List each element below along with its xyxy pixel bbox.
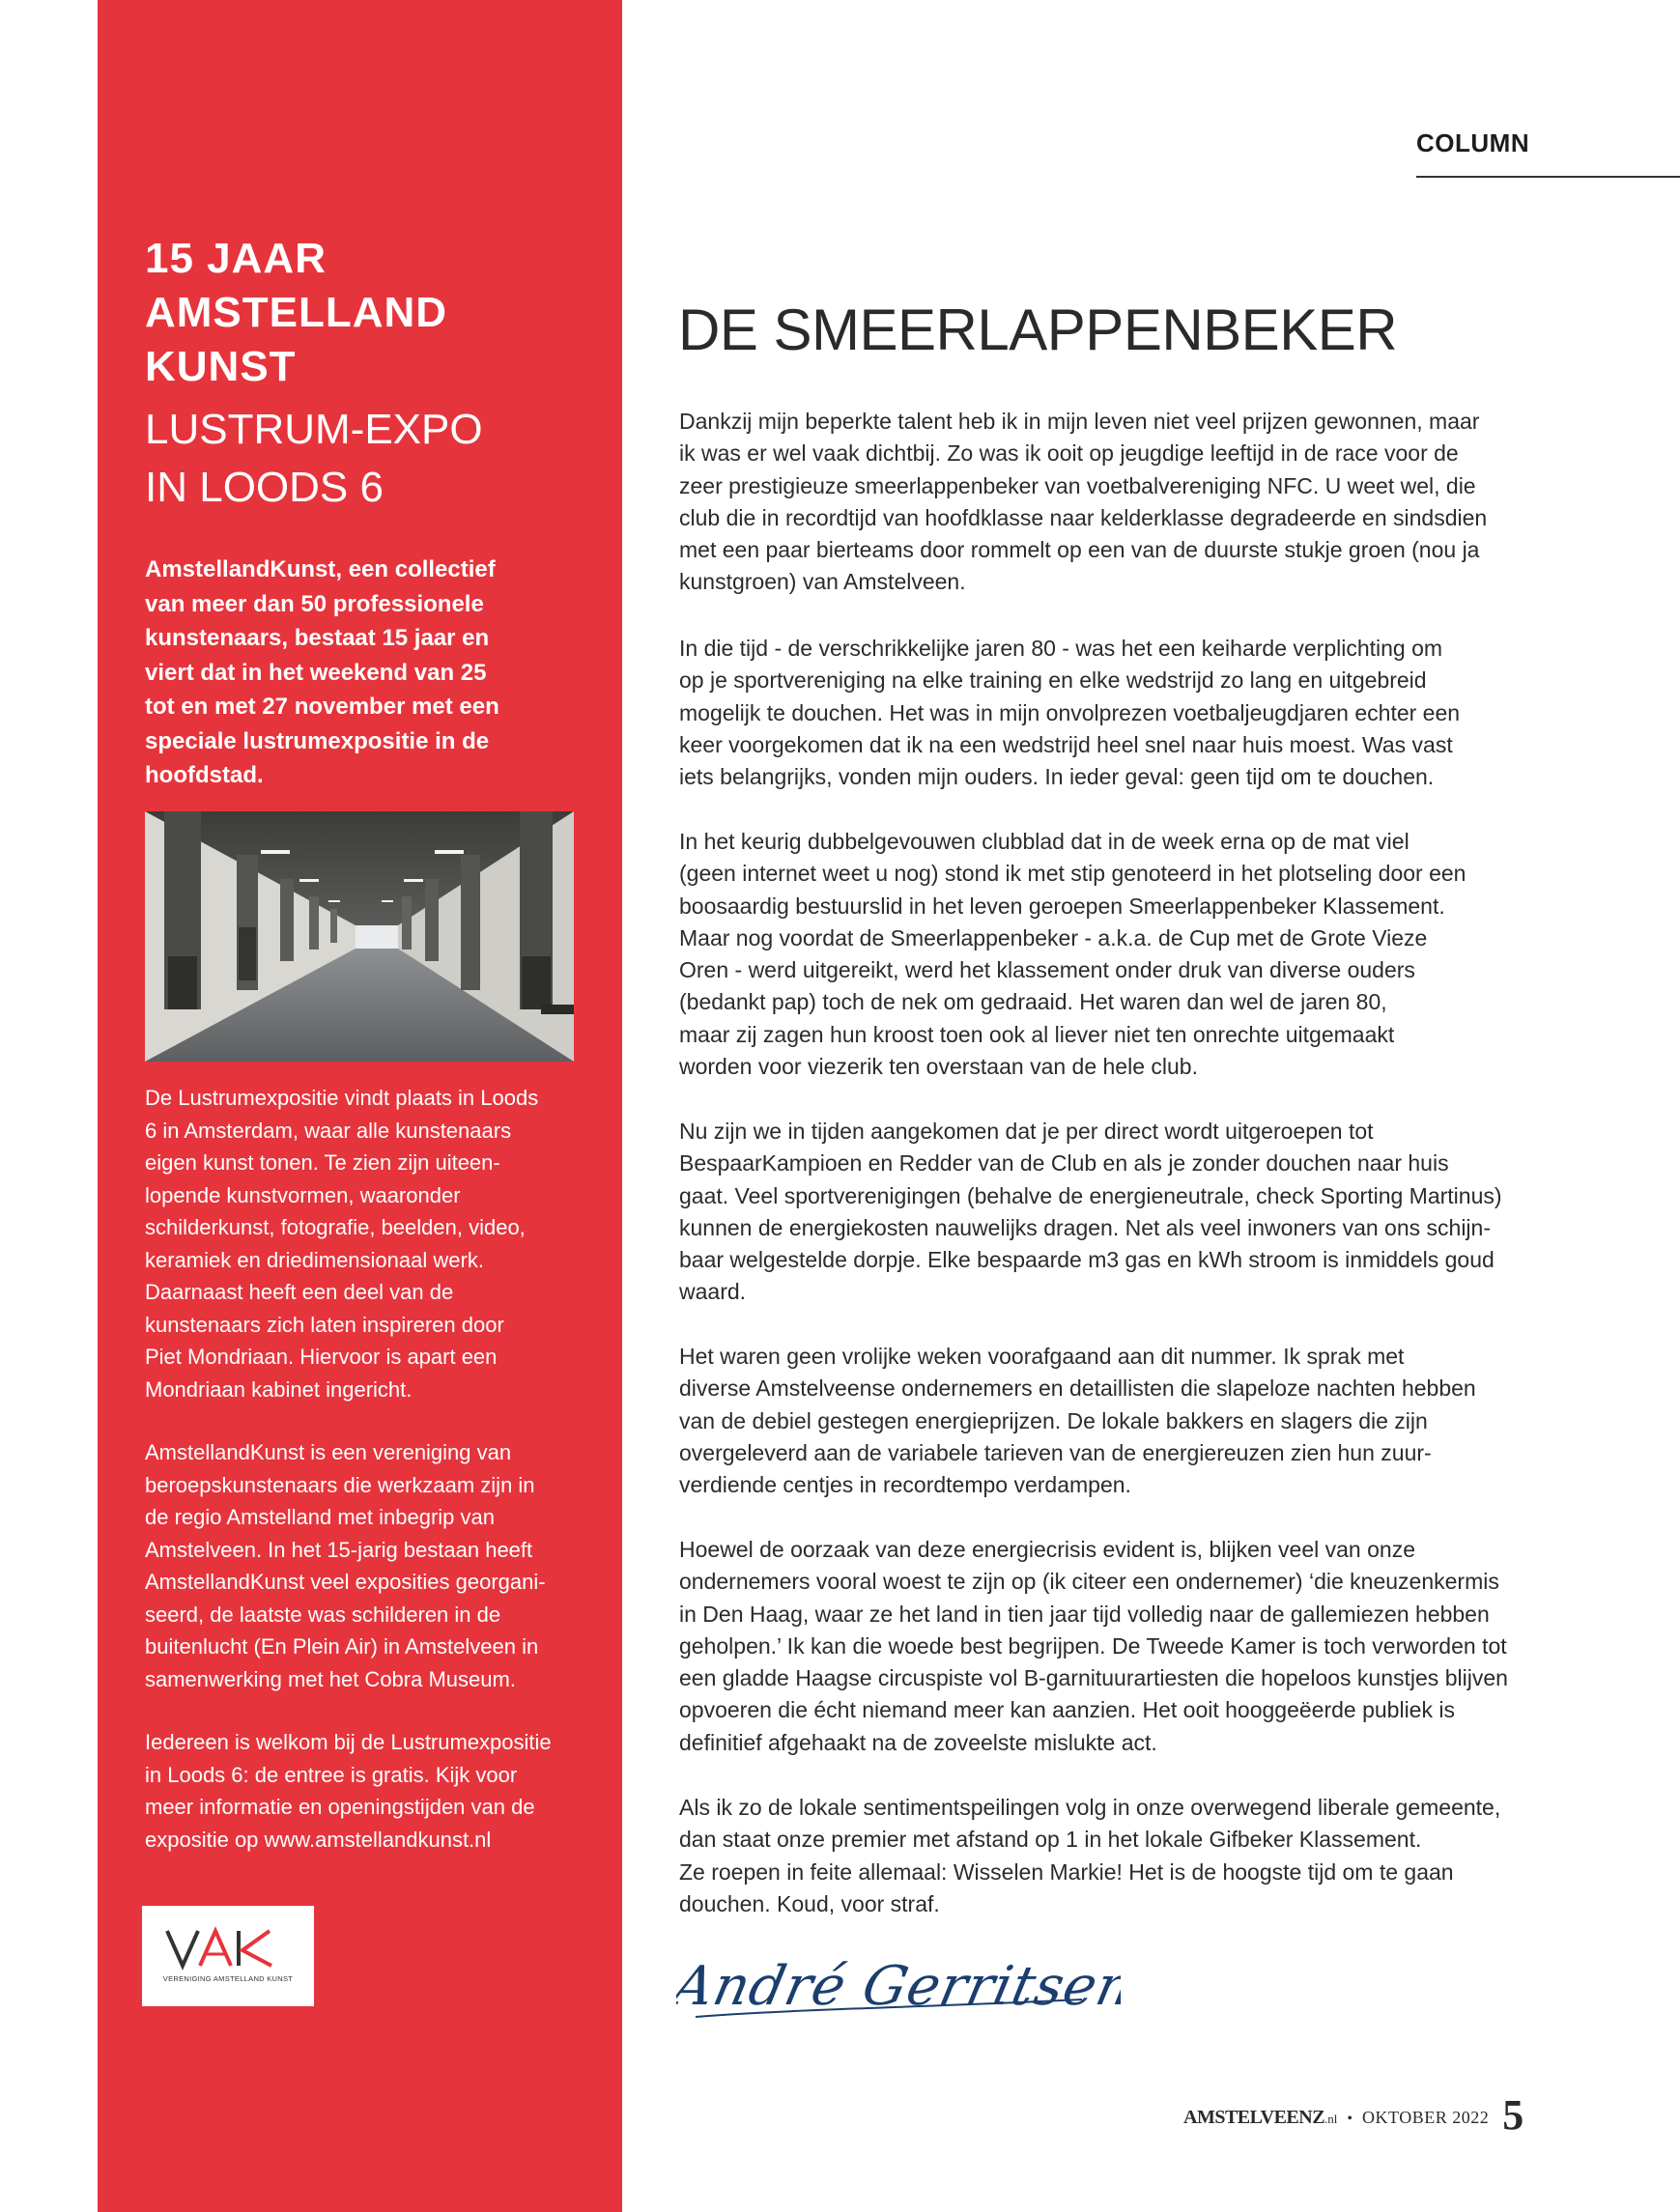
paragraph-line: baar welgestelde dorpje. Elke bespaarde m3 gas en kWh stroom is inmiddels goud bbox=[679, 1247, 1495, 1273]
paragraph-line: Het waren geen vrolijke weken voorafgaand aan dit nummer. Ik sprak met bbox=[679, 1344, 1405, 1369]
paragraph-line: (bedankt pap) toch de nek om gedraaid. Het waren dan wel de jaren 80, bbox=[679, 989, 1387, 1015]
paragraph-line: buitenlucht (En Plein Air) in Amstelveen in bbox=[145, 1634, 539, 1659]
paragraph-line: De Lustrumexpositie vindt plaats in Loods bbox=[145, 1086, 539, 1110]
sidebar-paragraph-1 bbox=[145, 1082, 591, 1405]
issue-date: OKTOBER 2022 bbox=[1362, 2108, 1490, 2127]
paragraph-line: kunnen de energiekosten nauwelijks dragen. Net als veel inwoners van ons schijn- bbox=[679, 1214, 1491, 1240]
magazine-brand: AMSTELVEENZ bbox=[1183, 2107, 1325, 2128]
sidebar-subtitle bbox=[145, 401, 599, 517]
paragraph-line: mogelijk te douchen. Het was in mijn onvolprezen voetbaljeugdjaren echter een bbox=[679, 699, 1461, 725]
loods-6-photo bbox=[145, 811, 574, 1062]
page-number: 5 bbox=[1502, 2091, 1524, 2139]
sidebar-title-line: KUNST bbox=[145, 343, 297, 390]
paragraph-line: Oren - werd uitgereikt, werd het klassement onder druk van diverse ouders bbox=[679, 957, 1415, 983]
paragraph-line: samenwerking met het Cobra Museum. bbox=[145, 1666, 516, 1691]
intro-line: viert dat in het weekend van 25 bbox=[145, 659, 487, 686]
paragraph-line: Mondriaan kabinet ingericht. bbox=[145, 1376, 413, 1402]
article-title: DE SMEERLAPPENBEKER bbox=[678, 298, 1398, 362]
paragraph-line: AmstellandKunst veel exposities georgani- bbox=[145, 1570, 546, 1594]
paragraph-line: BespaarKampioen en Redder van de Club en als je zonder douchen naar huis bbox=[679, 1150, 1449, 1177]
sidebar-intro bbox=[145, 553, 589, 793]
header-rule bbox=[1416, 176, 1680, 178]
article-paragraph-7 bbox=[679, 1792, 1549, 1920]
article-paragraph-5 bbox=[679, 1341, 1549, 1501]
paragraph-line: keer voorgekomen dat ik na een wedstrijd heel snel naar huis moest. Was vast bbox=[679, 731, 1453, 757]
paragraph-line: een gladde Haagse circuspiste vol B-garnituurartiesten die hopeloos kunstjes blijven bbox=[679, 1665, 1508, 1691]
paragraph-line: Daarnaast heeft een deel van de bbox=[145, 1280, 454, 1304]
author-signature bbox=[676, 1932, 1121, 2038]
paragraph-line: ik was er wel vaak dichtbij. Zo was ik ooit op jeugdige leeftijd in de race voor de bbox=[679, 440, 1459, 467]
paragraph-line: kunstgroen) van Amstelveen. bbox=[679, 569, 966, 595]
footer-separator: • bbox=[1347, 2111, 1353, 2127]
paragraph-line: van de debiel gestegen energieprijzen. De lokale bakkers en slagers die zijn bbox=[679, 1407, 1428, 1433]
paragraph-line: op je sportvereniging na elke training en elke wedstrijd zo lang en uitgebreid bbox=[679, 667, 1427, 694]
intro-line: kunstenaars, bestaat 15 jaar en bbox=[145, 625, 490, 651]
article-paragraph-4 bbox=[679, 1116, 1549, 1309]
paragraph-line: worden voor viezerik ten overstaan van de hele club. bbox=[679, 1054, 1198, 1080]
paragraph-line: opvoeren die écht niemand meer kan aanzien. Het ooit hooggeëerde publiek is bbox=[679, 1697, 1455, 1723]
paragraph-line: boosaardig bestuurslid in het leven geroepen Smeerlappenbeker Klassement. bbox=[679, 893, 1445, 919]
paragraph-line: in Loods 6: de entree is gratis. Kijk voor bbox=[145, 1762, 518, 1787]
page-footer bbox=[1183, 2084, 1524, 2139]
article-paragraph-2 bbox=[679, 633, 1549, 793]
paragraph-line: dan staat onze premier met afstand op 1 in het lokale Gifbeker Klassement. bbox=[679, 1827, 1422, 1853]
paragraph-line: ondernemers vooral woest te zijn op (ik citeer een ondernemer) ‘die kneuzenkermis bbox=[679, 1569, 1499, 1595]
sidebar-subtitle-line: LUSTRUM-EXPO bbox=[145, 406, 483, 453]
paragraph-line: Hoewel de oorzaak van deze energiecrisis evident is, blijken veel van onze bbox=[679, 1537, 1415, 1562]
article-paragraph-3 bbox=[679, 826, 1549, 1083]
sidebar-title-line: AMSTELLAND bbox=[145, 289, 448, 336]
section-label: COLUMN bbox=[1416, 128, 1530, 157]
paragraph-line: AmstellandKunst is een vereniging van bbox=[145, 1440, 512, 1464]
intro-line: van meer dan 50 professionele bbox=[145, 590, 484, 617]
paragraph-line: seerd, de laatste was schilderen in de bbox=[145, 1602, 501, 1627]
sidebar-paragraph-3 bbox=[145, 1726, 591, 1856]
paragraph-line: iets belangrijks, vonden mijn ouders. In ieder geval: geen tijd om te douchen. bbox=[679, 764, 1435, 790]
paragraph-line: expositie op www.amstellandkunst.nl bbox=[145, 1827, 492, 1852]
paragraph-line: meer informatie en openingstijden van de bbox=[145, 1795, 535, 1819]
vak-logo-subtext: VERENIGING AMSTELLAND KUNST bbox=[162, 1974, 294, 1983]
sidebar-title-line: 15 JAAR bbox=[145, 235, 327, 282]
paragraph-line: eigen kunst tonen. Te zien zijn uiteen- bbox=[145, 1150, 500, 1175]
paragraph-line: In het keurig dubbelgevouwen clubblad dat in de week erna op de mat viel bbox=[679, 829, 1409, 854]
paragraph-line: club die in recordtijd van hoofdklasse naar kelderklasse degradeerde en sindsdien bbox=[679, 504, 1488, 530]
intro-line: tot en met 27 november met een bbox=[145, 694, 499, 720]
paragraph-line: zeer prestigieuze smeerlappenbeker van voetbalvereniging NFC. U weet wel, die bbox=[679, 472, 1476, 498]
article-paragraph-1 bbox=[679, 406, 1549, 599]
intro-line: AmstellandKunst, een collectief bbox=[145, 556, 496, 582]
paragraph-line: waard. bbox=[679, 1279, 747, 1305]
svg-text:André Gerritsen: André Gerritsen bbox=[676, 1954, 1121, 2018]
paragraph-line: Maar nog voordat de Smeerlappenbeker - a.k.a. de Cup met de Grote Vieze bbox=[679, 924, 1428, 950]
vak-logo bbox=[142, 1906, 314, 2006]
paragraph-line: gaat. Veel sportverenigingen (behalve de energieneutrale, check Sporting Martinus) bbox=[679, 1182, 1502, 1208]
sidebar-paragraph-2 bbox=[145, 1436, 591, 1695]
article-paragraph-6 bbox=[679, 1534, 1549, 1759]
paragraph-line: Piet Mondriaan. Hiervoor is apart een bbox=[145, 1345, 498, 1369]
intro-line: speciale lustrumexpositie in de bbox=[145, 727, 490, 754]
paragraph-line: verdiende centjes in recordtempo verdampen. bbox=[679, 1472, 1131, 1498]
paragraph-line: douchen. Koud, voor straf. bbox=[679, 1890, 940, 1916]
paragraph-line: schilderkunst, fotografie, beelden, video, bbox=[145, 1215, 526, 1239]
paragraph-line: keramiek en driedimensionaal werk. bbox=[145, 1247, 484, 1272]
paragraph-line: Iedereen is welkom bij de Lustrumexpositie bbox=[145, 1730, 552, 1754]
paragraph-line: overgeleverd aan de variabele tarieven van de energiereuzen zien hun zuur- bbox=[679, 1439, 1432, 1465]
paragraph-line: met een paar bierteams door rommelt op een van de duurste stukje groen (nou ja bbox=[679, 537, 1480, 563]
paragraph-line: lopende kunstvormen, waaronder bbox=[145, 1182, 461, 1207]
sidebar-title bbox=[145, 232, 599, 394]
paragraph-line: definitief afgehaakt na de zoveelste mislukte act. bbox=[679, 1729, 1157, 1755]
paragraph-line: Amstelveen. In het 15-jarig bestaan heeft bbox=[145, 1537, 533, 1562]
paragraph-line: Dankzij mijn beperkte talent heb ik in mijn leven niet veel prijzen gewonnen, maar bbox=[679, 409, 1480, 434]
paragraph-line: diverse Amstelveense ondernemers en detaillisten die slapeloze nachten hebben bbox=[679, 1375, 1476, 1402]
paragraph-line: Nu zijn we in tijden aangekomen dat je per direct wordt uitgeroepen tot bbox=[679, 1119, 1374, 1144]
paragraph-line: maar zij zagen hun kroost toen ook al liever niet ten onrechte uitgemaakt bbox=[679, 1021, 1395, 1047]
paragraph-line: Ze roepen in feite allemaal: Wisselen Markie! Het is de hoogste tijd om te gaan bbox=[679, 1858, 1454, 1885]
sidebar-subtitle-line: IN LOODS 6 bbox=[145, 464, 384, 511]
magazine-brand-suffix: .nl bbox=[1324, 2112, 1338, 2126]
paragraph-line: Als ik zo de lokale sentimentspeilingen volg in onze overwegend liberale gemeente, bbox=[679, 1795, 1501, 1820]
intro-line: hoofdstad. bbox=[145, 762, 264, 788]
paragraph-line: beroepskunstenaars die werkzaam zijn in bbox=[145, 1472, 535, 1497]
paragraph-line: in Den Haag, waar ze het land in tien jaar tijd volledig naar de gallemiezen hebben bbox=[679, 1601, 1490, 1627]
paragraph-line: In die tijd - de verschrikkelijke jaren 80 - was het een keiharde verplichting om bbox=[679, 636, 1443, 661]
paragraph-line: kunstenaars zich laten inspireren door bbox=[145, 1312, 504, 1337]
paragraph-line: 6 in Amsterdam, waar alle kunstenaars bbox=[145, 1118, 512, 1143]
paragraph-line: (geen internet weet u nog) stond ik met stip genoteerd in het plotseling door een bbox=[679, 861, 1466, 887]
paragraph-line: geholpen.’ Ik kan die woede best begrijpen. De Tweede Kamer is toch verworden tot bbox=[679, 1632, 1507, 1659]
paragraph-line: de regio Amstelland met inbegrip van bbox=[145, 1505, 495, 1529]
